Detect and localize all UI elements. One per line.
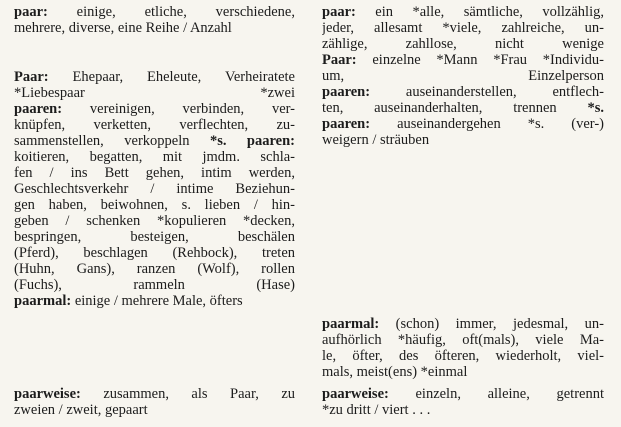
headword: Paar: <box>322 52 357 68</box>
text-line <box>14 69 295 85</box>
text-line <box>14 277 295 293</box>
text-line <box>14 293 295 309</box>
definition-text: (schon) immer, jedesmal, un- <box>379 316 604 332</box>
definition-text: weigern / sträuben <box>322 132 430 148</box>
definition-text: zweien / zweit, gepaart <box>14 402 148 418</box>
definition-text: sammenstellen, verkoppeln <box>14 133 210 149</box>
text-line <box>322 52 604 68</box>
definition-text: gen haben, beiwohnen, s. lieben / hin- <box>14 197 295 213</box>
text-line <box>322 332 604 348</box>
text-line <box>322 316 604 332</box>
headword: paar: <box>322 4 356 20</box>
headword: Paar: <box>14 69 49 85</box>
headword: paarmal: <box>14 293 72 309</box>
definition-text: vereinigen, verbinden, ver- <box>62 101 295 117</box>
headword: paarmal: <box>322 316 380 332</box>
headword: paarweise: <box>14 386 81 402</box>
text-line <box>322 364 604 380</box>
definition-text: jeder, allesamt *viele, zahlreiche, un- <box>322 20 604 36</box>
definition-text: ten, auseinanderhalten, trennen <box>322 100 588 116</box>
text-line <box>322 36 604 52</box>
definition-text: fen / ins Bett gehen, intim werden, <box>14 165 295 181</box>
definition-text: (Pferd), beschlagen (Rehbock), treten <box>14 245 295 261</box>
headword: paaren: <box>14 101 63 117</box>
headword: paar: <box>14 4 48 20</box>
definition-text: knüpfen, verketten, verflechten, zu- <box>14 117 295 133</box>
entry-paar-left <box>14 4 295 36</box>
entry-paarweise-left <box>14 386 295 418</box>
definition-text: auseinanderstellen, entflech- <box>370 84 604 100</box>
definition-text: zusammen, als Paar, zu <box>80 386 295 402</box>
definition-text: zählige, zahllose, nicht wenige <box>322 36 604 52</box>
text-line <box>14 133 295 149</box>
text-line <box>14 4 295 20</box>
definition-text: Geschlechtsverkehr / intime Beziehun- <box>14 181 295 197</box>
definition-text: Ehepaar, Eheleute, Verheiratete <box>48 69 295 85</box>
definition-text: koitieren, begatten, mit jmdm. schla- <box>14 149 295 165</box>
text-line <box>322 68 604 84</box>
entry-paarweise-right <box>322 386 604 418</box>
text-line <box>322 20 604 36</box>
definition-text: einige / mehrere Male, öfters <box>71 293 243 309</box>
text-line <box>14 213 295 229</box>
definition-text: bespringen, besteigen, beschälen <box>14 229 295 245</box>
headword: *s. <box>587 100 604 116</box>
definition-text: auseinandergehen *s. (ver-) <box>370 116 604 132</box>
entry-paar-noun-left <box>14 69 295 309</box>
definition-text: um, Einzelperson <box>322 68 604 84</box>
definition-text: aufhörlich *häufig, oft(mals), viele Ma- <box>322 332 604 348</box>
definition-text: geben / schenken *kopulieren *decken, <box>14 213 295 229</box>
definition-text: (Fuchs), rammeln (Hase) <box>14 277 295 293</box>
text-line <box>14 402 295 418</box>
text-line <box>322 132 604 148</box>
definition-text: *Liebespaar *zwei <box>14 85 295 101</box>
entry-paar-right <box>322 4 604 148</box>
text-line <box>322 348 604 364</box>
text-line <box>14 245 295 261</box>
definition-text: ein *alle, sämtliche, vollzählig, <box>355 4 604 20</box>
text-line <box>14 149 295 165</box>
text-line <box>14 101 295 117</box>
definition-text: (Huhn, Gans), ranzen (Wolf), rollen <box>14 261 295 277</box>
definition-text: le, öfter, des öfteren, wiederholt, viel- <box>322 348 604 364</box>
text-line <box>14 197 295 213</box>
headword: *s. paaren: <box>209 133 295 149</box>
headword: paaren: <box>322 116 371 132</box>
text-line <box>322 116 604 132</box>
text-line <box>322 84 604 100</box>
text-line <box>14 20 295 36</box>
definition-text: einzeln, alleine, getrennt <box>388 386 604 402</box>
definition-text: mals, meist(ens) *einmal <box>322 364 468 380</box>
text-line <box>322 100 604 116</box>
text-line <box>14 117 295 133</box>
definition-text: *zu dritt / viert . . . <box>322 402 431 418</box>
text-line <box>14 181 295 197</box>
text-line <box>14 229 295 245</box>
text-line <box>14 386 295 402</box>
text-line <box>14 261 295 277</box>
entry-paarmal-right <box>322 316 604 380</box>
text-line <box>322 386 604 402</box>
text-line <box>14 165 295 181</box>
text-line <box>322 402 604 418</box>
text-line <box>14 85 295 101</box>
text-line <box>322 4 604 20</box>
definition-text: mehrere, diverse, eine Reihe / Anzahl <box>14 20 232 36</box>
headword: paaren: <box>322 84 371 100</box>
definition-text: einige, etliche, verschiedene, <box>47 4 295 20</box>
headword: paarweise: <box>322 386 389 402</box>
definition-text: einzelne *Mann *Frau *Individu- <box>356 52 604 68</box>
